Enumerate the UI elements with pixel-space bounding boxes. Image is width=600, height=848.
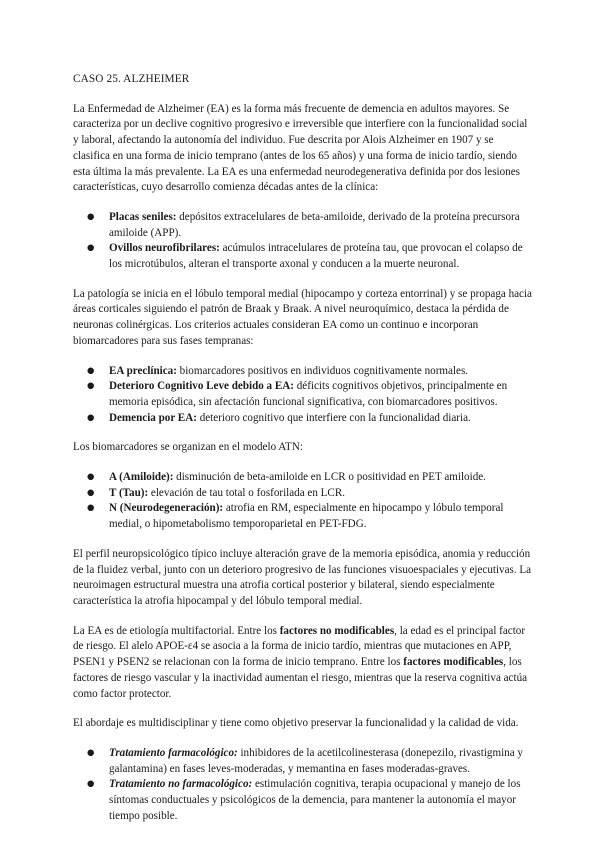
list-item [73, 241, 532, 272]
list-item-text: atrofia en RM, especialmente en hipocampo y lóbulo temporal medial, o hipometabolismo temporoparietal en PET-FDG. [109, 502, 504, 531]
risk-text-2: , la edad es el principal factor de riesgo. El alelo APOE-ε4 se asocia a la forma de inicio tardío, mientras que mutaciones en APP, PSEN1 y PSEN2 se relacionan con la forma de inicio temprano. Entre los [73, 624, 526, 669]
phases-list [73, 364, 532, 427]
list-item-text: inhibidores de la acetilcolinesterasa (donepezilo, rivastigmina y galantamina) en fases leves-moderadas, y memantina en fases moderadas-graves. [109, 746, 523, 775]
list-item [73, 379, 532, 410]
list-item-text: estimulación cognitiva, terapia ocupacional y manejo de los síntomas conductuales y psicológicos de la demencia, para mantener la autonomía el mayor tiempo posible. [109, 778, 521, 822]
list-item [73, 486, 532, 502]
list-item [73, 470, 532, 486]
risk-text-1: La EA es de etiología multifactorial. Entre los [73, 624, 280, 637]
atn-intro-paragraph: Los biomarcadores se organizan en el modelo ATN: [73, 441, 303, 454]
pathology-paragraph: La patología se inicia en el lóbulo temporal medial (hipocampo y corteza entorrinal) y se propaga hacia áreas corticales siguiendo el patrón de Braak y Braak. A nivel neuroquímico, destaca la pérdida de neuronas colinérgicas. Los criterios actuales consideran EA como un continuo e incorporan biomarcadores para sus fases tempranas: [73, 287, 532, 347]
profile-paragraph: El perfil neuropsicológico típico incluye alteración grave de la memoria episódica, anomia y reducción de la fluidez verbal, junto con un deterioro progresivo de las funciones visuoespaciales y ejecutivas. La neuroimagen estructural muestra una atrofia cortical posterior y bilateral, siendo especialmente característica la atrofia hipocampal y del lóbulo temporal medial. [73, 547, 532, 607]
list-item-text: biomarcadores positivos en individuos cognitivamente normales. [176, 364, 469, 377]
list-item-term: Tratamiento farmacológico: [109, 746, 238, 759]
list-item-term: Demencia por EA: [109, 411, 197, 424]
list-item-text: déficits cognitivos objetivos, principalmente en memoria episódica, sin afectación funcional significativa, con biomarcadores positivos. [109, 380, 508, 408]
list-item-term: Tratamiento no farmacológico: [109, 778, 253, 791]
document-title: CASO 25. ALZHEIMER [73, 73, 190, 85]
list-item-text: disminución de beta-amiloide en LCR o positividad en PET amiloide. [173, 471, 486, 484]
list-item-text: deterioro cognitivo que interfiere con la funcionalidad diaria. [196, 411, 471, 424]
list-item-term: Deterioro Cognitivo Leve debido a EA: [109, 380, 294, 393]
list-item-term: T (Tau): [109, 486, 149, 499]
list-item [73, 501, 532, 532]
intro-paragraph: La Enfermedad de Alzheimer (EA) es la forma más frecuente de demencia en adultos mayores. Se caracteriza por un declive cognitivo progresivo e irreversible que interfiere con la funcionalidad social y laboral, afectando la autonomía del individuo. Fue descrita por Alois Alzheimer en 1907 y se clasifica en una forma de inicio temprano (antes de los 65 años) y una forma de inicio tardío, siendo esta última la más prevalente. La EA es una enfermedad neurodegenerativa definida por dos lesiones características, cuyo desarrollo comienza décadas antes de la clínica: [73, 102, 528, 194]
list-item [73, 411, 532, 427]
risk-term-modifiable: factores modificables [403, 656, 504, 669]
list-item [73, 364, 532, 380]
atn-list [73, 470, 532, 533]
risk-text-3: , los factores de riesgo vascular y la inactividad aumentan el riesgo, mientras que la reserva cognitiva actúa como factor protector. [73, 656, 528, 700]
list-item [73, 746, 532, 777]
list-item-term: A (Amiloide): [109, 471, 174, 484]
list-item-term: N (Neurodegeneración): [109, 502, 224, 515]
lesions-list [73, 210, 532, 273]
list-item [73, 210, 532, 241]
risk-term-nonmodifiable: factores no modificables [279, 624, 395, 637]
list-item-term: Ovillos neurofibrilares: [109, 242, 220, 255]
list-item-term: Placas seniles: [109, 210, 177, 223]
risk-paragraph [73, 624, 532, 703]
treatments-list [73, 746, 532, 825]
list-item-text: elevación de tau total o fosforilada en LCR. [148, 486, 346, 499]
list-item [73, 777, 532, 824]
list-item-term: EA preclínica: [109, 364, 177, 377]
list-item-text: depósitos extracelulares de beta-amiloide, derivado de la proteína precursora amiloide (APP). [109, 210, 520, 239]
list-item-text: acúmulos intracelulares de proteína tau, que provocan el colapso de los microtúbulos, alteran el transporte axonal y conducen a la muerte neuronal. [109, 242, 523, 271]
approach-paragraph: El abordaje es multidisciplinar y tiene como objetivo preservar la funcionalidad y la calidad de vida. [73, 717, 519, 730]
